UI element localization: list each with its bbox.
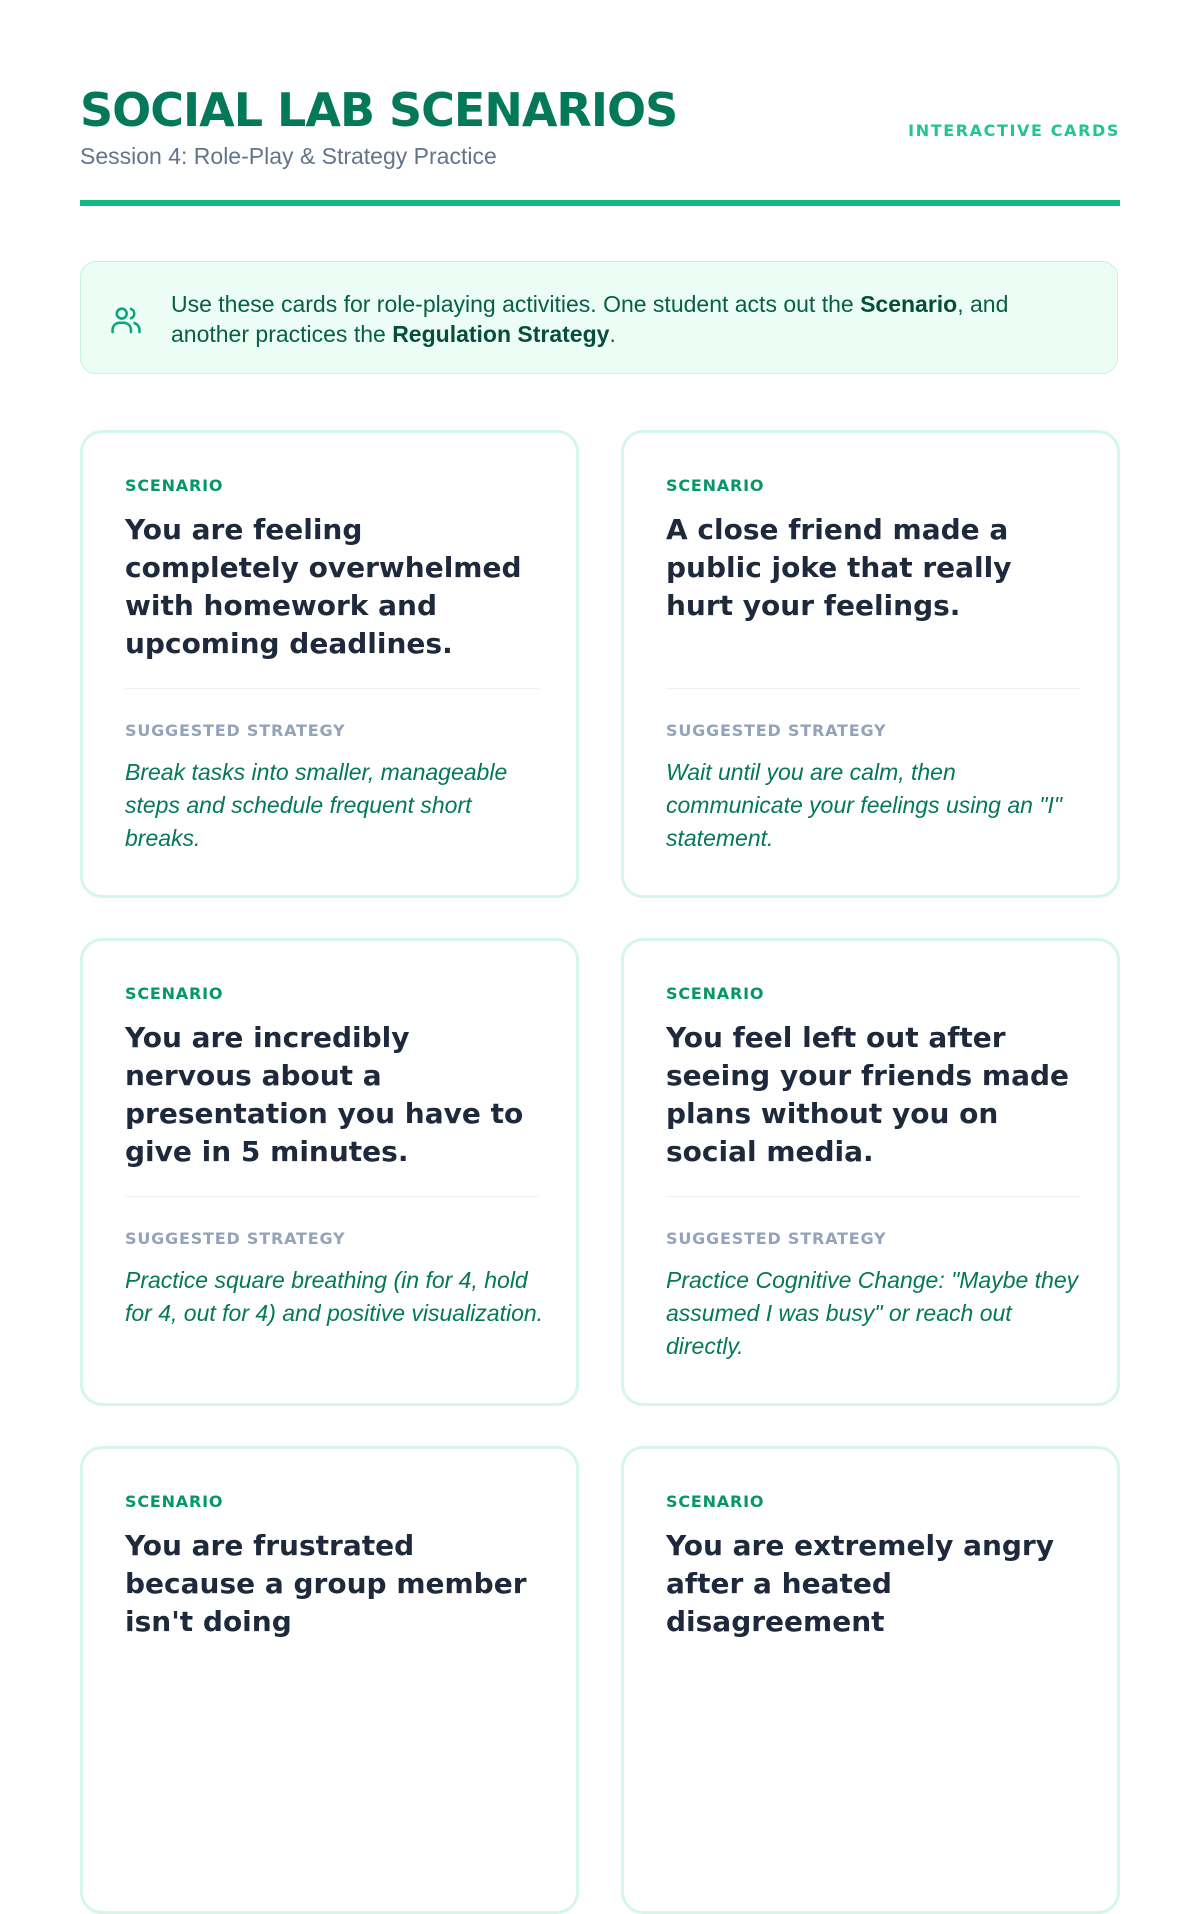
- scenario-text: You feel left out after seeing your friends made plans without you on social media.: [666, 1021, 1070, 1168]
- scenario-label: SCENARIO: [125, 1492, 224, 1511]
- scenario-card[interactable]: [80, 430, 579, 898]
- page-header: [80, 0, 1120, 205]
- header-divider: [80, 200, 1120, 206]
- scenario-label: SCENARIO: [666, 1492, 765, 1511]
- instructions-text-part: .: [609, 321, 616, 347]
- scenario-card[interactable]: [621, 1446, 1120, 1914]
- scenario-card[interactable]: [621, 938, 1120, 1406]
- scenario-label: SCENARIO: [125, 476, 224, 495]
- scenario-card[interactable]: [621, 430, 1120, 898]
- scenario-text: You are incredibly nervous about a presentation you have to give in 5 minutes.: [125, 1021, 524, 1168]
- card-divider: [125, 688, 539, 689]
- strategy-text: Practice square breathing (in for 4, hold for 4, out for 4) and positive visualization.: [125, 1267, 544, 1326]
- instructions-text-part: Use these cards for role-playing activities. One student acts out the: [171, 291, 861, 317]
- scenario-text: You are extremely angry after a heated disagreement: [666, 1529, 1054, 1638]
- instructions-text-part: , and another practices the: [171, 291, 1009, 347]
- scenario-text: A close friend made a public joke that really hurt your feelings.: [666, 513, 1012, 622]
- page-title: SOCIAL LAB SCENARIOS: [80, 83, 678, 137]
- scenario-card[interactable]: [80, 1446, 579, 1914]
- scenario-label: SCENARIO: [666, 984, 765, 1003]
- card-divider: [666, 688, 1080, 689]
- scenario-label: SCENARIO: [666, 476, 765, 495]
- instructions-scenario-emphasis: Scenario: [860, 291, 958, 317]
- strategy-label: SUGGESTED STRATEGY: [125, 721, 346, 740]
- strategy-text: Practice Cognitive Change: "Maybe they assumed I was busy" or reach out directly.: [666, 1267, 1079, 1359]
- strategy-text: Break tasks into smaller, manageable steps and schedule frequent short breaks.: [125, 759, 508, 851]
- scenario-card[interactable]: [80, 938, 579, 1406]
- scenario-label: SCENARIO: [125, 984, 224, 1003]
- page-subtitle: Session 4: Role-Play & Strategy Practice: [80, 143, 497, 169]
- page: [80, 0, 1120, 1638]
- strategy-label: SUGGESTED STRATEGY: [666, 721, 887, 740]
- users-icon: [109, 303, 143, 337]
- card-divider: [666, 1196, 1080, 1197]
- strategy-label: SUGGESTED STRATEGY: [666, 1229, 887, 1248]
- instructions-text: [171, 289, 1091, 349]
- scenario-text: You are frustrated because a group member isn't doing: [125, 1529, 527, 1638]
- scenario-text: You are feeling completely overwhelmed with homework and upcoming deadlines.: [125, 513, 522, 660]
- header-tag: INTERACTIVE CARDS: [908, 121, 1120, 140]
- card-divider: [125, 1196, 539, 1197]
- instructions-strategy-emphasis: Regulation Strategy: [392, 321, 610, 347]
- strategy-text: Wait until you are calm, then communicate your feelings using an "I" statement.: [666, 759, 1063, 851]
- strategy-label: SUGGESTED STRATEGY: [125, 1229, 346, 1248]
- instructions-callout: [80, 261, 1118, 374]
